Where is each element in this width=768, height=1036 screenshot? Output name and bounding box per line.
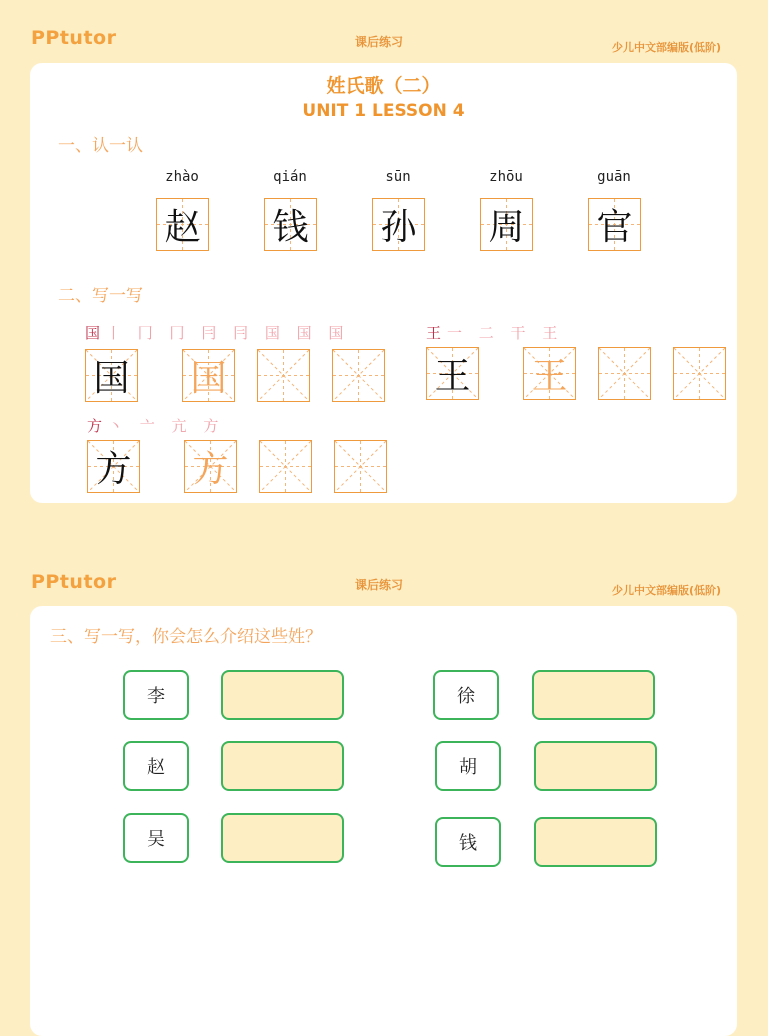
stroke-order-fang [87, 415, 224, 436]
lesson-title: 姓氏歌（二） [326, 75, 441, 97]
stroke-order-guo [85, 322, 349, 343]
pinyin-label: zhōu [489, 169, 523, 185]
model-character: 方 [95, 449, 132, 490]
answer-box[interactable] [221, 670, 344, 720]
pinyin-label: guān [597, 169, 631, 185]
model-character: 国 [93, 358, 130, 399]
answer-box[interactable] [221, 813, 344, 863]
stroke-sequence: 一 二 干 王 [447, 324, 564, 342]
worksheet-card-1 [30, 63, 737, 503]
writing-grid-model [87, 440, 140, 493]
grid-guides [258, 350, 309, 401]
answer-box[interactable] [534, 817, 657, 867]
character: 赵 [164, 207, 201, 248]
grid-guides [260, 441, 311, 492]
answer-box[interactable] [221, 741, 344, 791]
character: 孙 [380, 207, 417, 248]
character-grid [264, 198, 317, 251]
character: 官 [596, 207, 633, 248]
pinyin-label: zhào [165, 169, 199, 185]
character: 周 [488, 207, 525, 248]
pinyin-label: sūn [385, 169, 411, 185]
lesson-subtitle: UNIT 1 LESSON 4 [302, 101, 465, 121]
header-right-label: 少儿中文部编版(低阶) [612, 584, 722, 597]
answer-box[interactable] [532, 670, 655, 720]
surname-box: 吴 [123, 813, 189, 863]
trace-character: 国 [190, 358, 227, 399]
writing-grid-empty[interactable] [673, 347, 726, 400]
writing-grid-empty[interactable] [598, 347, 651, 400]
writing-grid-trace[interactable] [523, 347, 576, 400]
header-right-label: 少儿中文部编版(低阶) [612, 41, 722, 54]
stroke-lead-char: 方 [87, 417, 103, 435]
writing-grid-empty[interactable] [259, 440, 312, 493]
worksheet-card-2 [30, 606, 737, 1036]
pinyin-label: qián [273, 169, 307, 185]
writing-grid-empty[interactable] [334, 440, 387, 493]
stroke-order-wang [426, 322, 563, 343]
writing-grid-model [426, 347, 479, 400]
writing-grid-trace[interactable] [182, 349, 235, 402]
stroke-lead-char: 国 [85, 324, 101, 342]
writing-grid-empty[interactable] [332, 349, 385, 402]
header-center-label: 课后练习 [355, 578, 404, 592]
grid-guides [335, 441, 386, 492]
stroke-lead-char: 王 [426, 324, 442, 342]
surname-box: 徐 [433, 670, 499, 720]
grid-guides [674, 348, 725, 399]
stroke-sequence: 丶 亠 亢 方 [108, 417, 225, 435]
character: 钱 [272, 207, 309, 248]
header-center-label: 课后练习 [355, 35, 404, 49]
trace-character: 方 [192, 449, 229, 490]
section-recognize-heading: 一、认一认 [58, 136, 143, 156]
surname-box: 胡 [435, 741, 501, 791]
surname-box: 李 [123, 670, 189, 720]
surname-box: 赵 [123, 741, 189, 791]
stroke-sequence: 丨 冂 冂 冃 冃 国 国 国 [106, 324, 350, 342]
section-write-heading: 二、写一写 [58, 286, 143, 306]
character-grid [372, 198, 425, 251]
grid-guides [599, 348, 650, 399]
character-grid [480, 198, 533, 251]
character-grid [588, 198, 641, 251]
brand-logo: PPtutor [31, 27, 117, 49]
writing-grid-empty[interactable] [257, 349, 310, 402]
surname-box: 钱 [435, 817, 501, 867]
trace-character: 王 [531, 356, 568, 397]
writing-grid-trace[interactable] [184, 440, 237, 493]
brand-logo: PPtutor [31, 571, 117, 593]
character-grid [156, 198, 209, 251]
section-introduce-heading: 三、写一写，你会怎么介绍这些姓？ [50, 627, 322, 647]
writing-grid-model [85, 349, 138, 402]
answer-box[interactable] [534, 741, 657, 791]
grid-guides [333, 350, 384, 401]
model-character: 王 [434, 356, 471, 397]
